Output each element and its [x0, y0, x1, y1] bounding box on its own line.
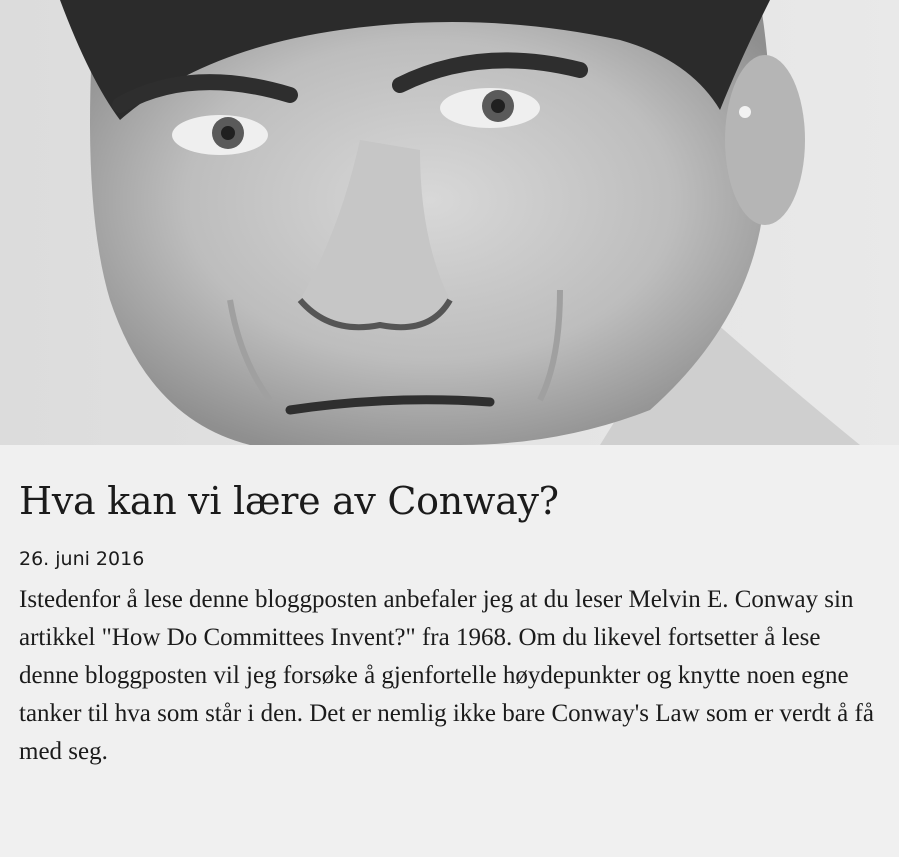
post-date: 26. juni 2016 [19, 548, 145, 570]
post-lead-paragraph: Istedenfor å lese denne bloggposten anbefaler jeg at du leser Melvin E. Conway sin artikkel "How Do Committees Invent?" fra 1968. Om du likevel fortsetter å lese denne bloggposten vil jeg forsøke å gjenfortelle høydepunkter og knytte noen egne tanker til hva som står i den. Det er nemlig ikke bare Conway's Law som er verdt å få med seg. [19, 586, 874, 765]
post-title[interactable]: Hva kan vi lære av Conway? [19, 479, 559, 523]
post-content [0, 445, 899, 771]
